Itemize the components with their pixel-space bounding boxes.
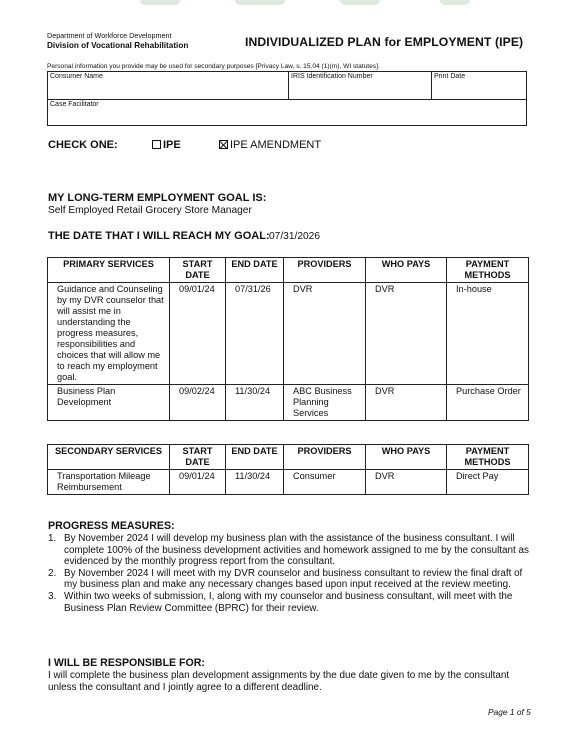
provider-cell: DVR [284, 283, 366, 385]
identification-box [47, 71, 527, 126]
column-header: START DATE [170, 445, 226, 470]
column-header: PROVIDERS [284, 445, 366, 470]
field-divider [48, 99, 526, 100]
column-header: PAYMENT METHODS [447, 258, 529, 283]
column-header: PAYMENT METHODS [447, 445, 529, 470]
iris-id-label: IRIS Identification Number [291, 73, 373, 80]
responsibility-heading: I WILL BE RESPONSIBLE FOR: [48, 657, 205, 669]
field-divider [288, 72, 289, 99]
page-number: Page 1 of 5 [488, 707, 531, 717]
division-name: Division of Vocational Rehabilitation [47, 41, 189, 50]
goal-date-heading: THE DATE THAT I WILL REACH MY GOAL: [48, 230, 270, 242]
ipe-amendment-checkbox[interactable] [219, 140, 228, 149]
ipe-amendment-option-label: IPE AMENDMENT [230, 139, 322, 151]
payment-method-cell: Direct Pay [447, 470, 529, 495]
item-number: 1. [48, 533, 57, 544]
end-date-cell: 07/31/26 [226, 283, 284, 385]
progress-measures-list [48, 533, 533, 614]
start-date-cell: 09/01/24 [170, 470, 226, 495]
who-pays-cell: DVR [366, 470, 447, 495]
privacy-notice: Personal information you provide may be used for secondary purposes [Privacy Law, s. 15.04 (1)(m), WI statutes]. [47, 63, 380, 70]
goal-heading: MY LONG-TERM EMPLOYMENT GOAL IS: [48, 192, 267, 204]
progress-measures-heading: PROGRESS MEASURES: [48, 520, 175, 532]
column-header: START DATE [170, 258, 226, 283]
list-item [48, 568, 533, 591]
service-cell: Guidance and Counseling by my DVR counselor that will assist me in understanding the progress measures, responsibilities and choices that will allow me to reach my employment goal. [48, 283, 170, 385]
table-row [48, 385, 529, 421]
start-date-cell: 09/01/24 [170, 283, 226, 385]
department-block [47, 31, 188, 51]
column-header: PRIMARY SERVICES [48, 258, 170, 283]
item-number: 2. [48, 567, 57, 579]
item-number: 3. [48, 590, 57, 602]
list-item [48, 533, 533, 568]
check-one-label: CHECK ONE: [48, 139, 118, 151]
consumer-name-label: Consumer Name [50, 73, 103, 80]
who-pays-cell: DVR [366, 385, 447, 421]
item-text: Within two weeks of submission, I, along with my counselor and business consultant, will meet with the Business Plan Review Committee (BPRC) for their review. [64, 590, 513, 614]
payment-method-cell: Purchase Order [447, 385, 529, 421]
end-date-cell: 11/30/24 [226, 385, 284, 421]
table-header-row [48, 258, 529, 283]
service-cell: Transportation Mileage Reimbursement [48, 470, 170, 495]
column-header: PROVIDERS [284, 258, 366, 283]
list-item [48, 591, 533, 614]
goal-date-value: 07/31/2026 [269, 231, 320, 242]
secondary-services-table [47, 444, 529, 495]
provider-cell: Consumer [284, 470, 366, 495]
ipe-checkbox[interactable] [152, 140, 161, 149]
start-date-cell: 09/02/24 [170, 385, 226, 421]
table-header-row [48, 445, 529, 470]
provider-cell: ABC Business Planning Services [284, 385, 366, 421]
service-cell: Business Plan Development [48, 385, 170, 421]
column-header: END DATE [226, 445, 284, 470]
payment-method-cell: In-house [447, 283, 529, 385]
responsibility-text: I will complete the business plan development assignments by the due date given to me by the consultant unless the consultant and I jointly agree to a different deadline. [48, 670, 510, 693]
column-header: SECONDARY SERVICES [48, 445, 170, 470]
case-facilitator-label: Case Facilitator [50, 101, 99, 108]
primary-services-table [47, 257, 529, 421]
department-name: Department of Workforce Development [47, 31, 172, 40]
column-header: WHO PAYS [366, 258, 447, 283]
form-title: INDIVIDUALIZED PLAN for EMPLOYMENT (IPE) [245, 35, 524, 49]
who-pays-cell: DVR [366, 283, 447, 385]
item-text: By November 2024 I will meet with my DVR counselor and business consultant to review the final draft of my business plan and make any necessary changes based upon input received at the review meeting. [64, 567, 523, 591]
table-row [48, 283, 529, 385]
column-header: END DATE [226, 258, 284, 283]
scan-edge-marks [0, 0, 584, 8]
goal-value: Self Employed Retail Grocery Store Manager [48, 205, 252, 216]
column-header: WHO PAYS [366, 445, 447, 470]
ipe-option-label: IPE [163, 139, 181, 151]
print-date-label: Print Date [434, 73, 466, 80]
field-divider [431, 72, 432, 99]
table-row [48, 470, 529, 495]
item-text: By November 2024 I will develop my business plan with the assistance of the business consultant. I will complete 100% of the business development activities and homework assigned to me by the consultant as evidenced by the monthly progress report from the consultant. [64, 533, 529, 568]
end-date-cell: 11/30/24 [226, 470, 284, 495]
